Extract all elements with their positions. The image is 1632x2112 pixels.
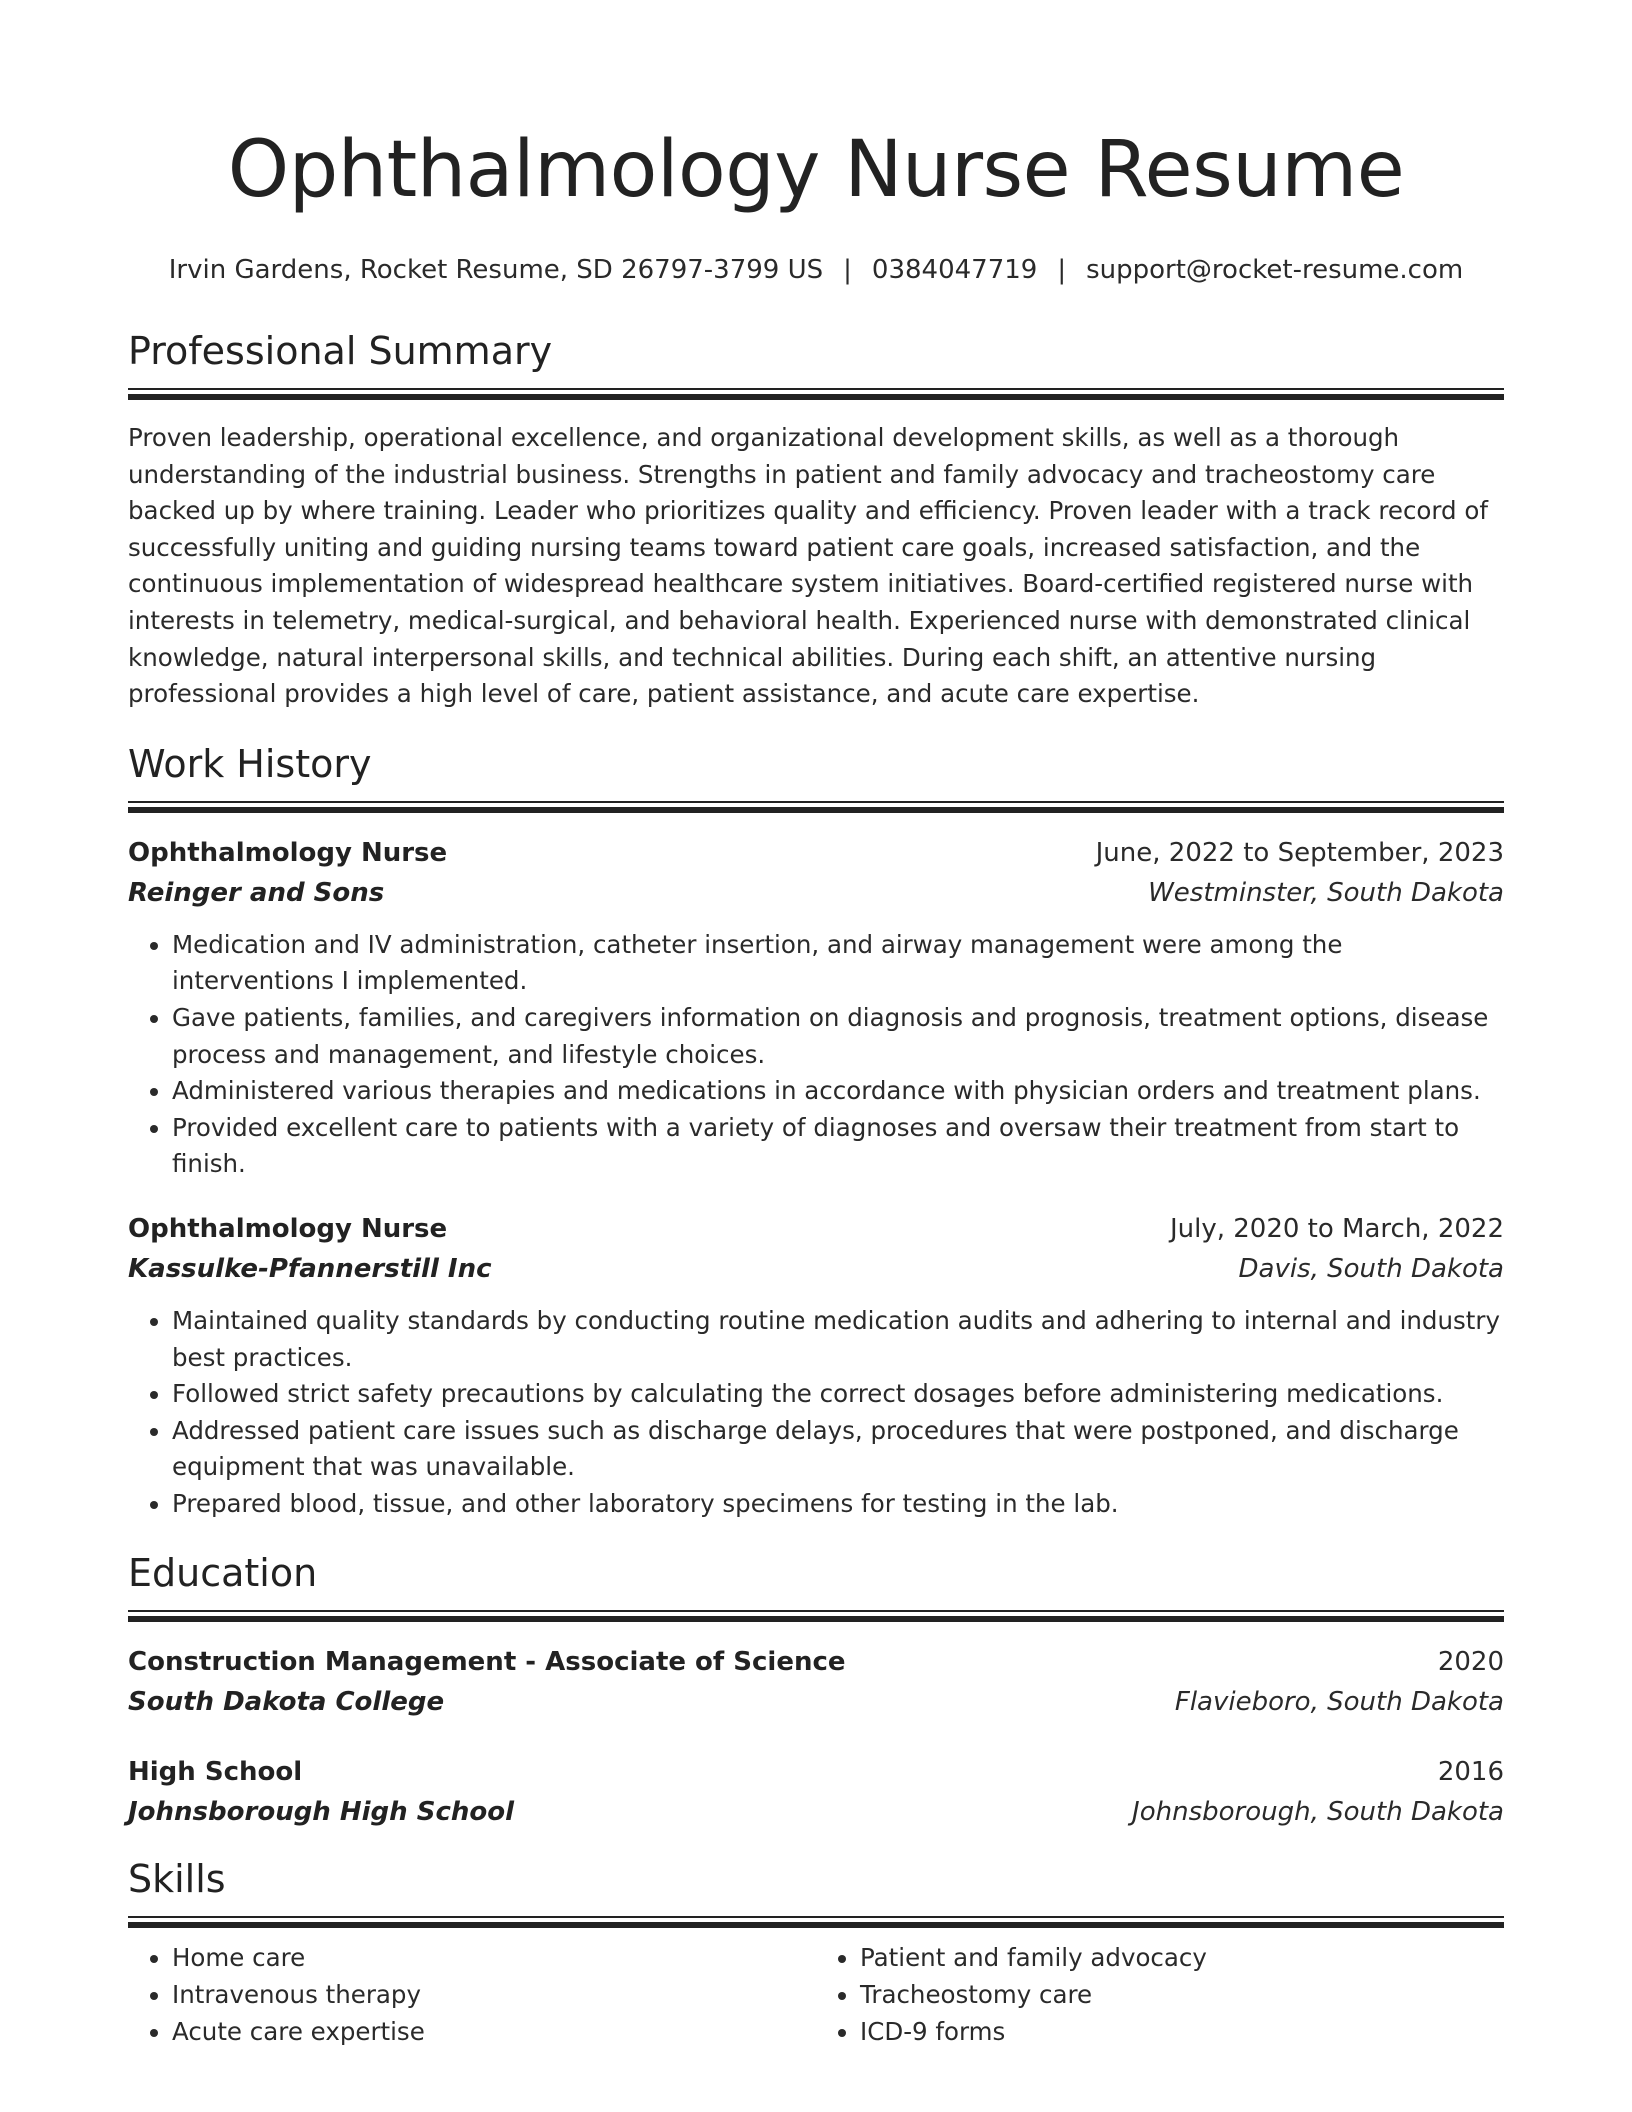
job-header-row [128, 1209, 1504, 1249]
job-header-row [128, 833, 1504, 873]
education-year: 2020 [1437, 1647, 1504, 1678]
job-company: Reinger and Sons [128, 877, 385, 908]
list-item: • Patient and family advocacy [860, 1940, 1504, 1977]
education-degree: Construction Management - Associate of Science [128, 1647, 846, 1678]
education-header-row [128, 1752, 1504, 1792]
list-item: • Followed strict safety precautions by calculating the correct dosages before administering medications. [172, 1376, 1504, 1413]
skills-section [128, 1854, 1504, 2050]
list-item: • Administered various therapies and medications in accordance with physician orders and treatment plans. [172, 1073, 1504, 1110]
job-location: Westminster, South Dakota [1148, 877, 1504, 908]
list-item: • Provided excellent care to patients with a variety of diagnoses and oversaw their treatment from start to finish. [172, 1110, 1504, 1183]
job-title: Ophthalmology Nurse [128, 1213, 448, 1244]
section-heading-summary: Professional Summary [128, 329, 553, 373]
skills-list-left [128, 1940, 816, 2050]
education-location: Johnsborough, South Dakota [1132, 1797, 1504, 1828]
list-item: • Prepared blood, tissue, and other laboratory specimens for testing in the lab. [172, 1486, 1504, 1523]
contact-phone: 0384047719 [871, 255, 1038, 285]
section-divider [128, 1610, 1504, 1622]
education-school-row [128, 1792, 1504, 1832]
section-heading-skills: Skills [128, 1857, 226, 1902]
job-bullets [128, 927, 1504, 1183]
list-item: • Acute care expertise [172, 2014, 816, 2051]
contact-email: support@rocket-resume.com [1086, 255, 1464, 285]
education-header-row [128, 1642, 1504, 1682]
job-company-row [128, 1249, 1504, 1289]
job-dates: July, 2020 to March, 2022 [1169, 1213, 1504, 1244]
list-item: • ICD-9 forms [860, 2014, 1504, 2051]
job-title: Ophthalmology Nurse [128, 837, 448, 868]
education-school-row [128, 1682, 1504, 1722]
section-heading-work: Work History [128, 741, 372, 786]
contact-line [128, 252, 1504, 288]
skills-columns [128, 1940, 1504, 2050]
list-item: • Maintained quality standards by conducting routine medication audits and adhering to internal and industry best practices. [172, 1303, 1504, 1376]
list-item: • Gave patients, families, and caregivers information on diagnosis and prognosis, treatment options, disease process and management, and lifestyle choices. [172, 1000, 1504, 1073]
section-heading-education: Education [128, 1551, 318, 1596]
contact-address: Irvin Gardens, Rocket Resume, SD 26797-3799 US [168, 255, 824, 285]
education-location: Flavieboro, South Dakota [1174, 1687, 1504, 1718]
page-title: Ophthalmology Nurse Resume [227, 125, 1405, 215]
list-item: • Medication and IV administration, catheter insertion, and airway management were among the interventions I implemented. [172, 927, 1504, 1000]
job-company: Kassulke-Pfannerstill Inc [128, 1253, 492, 1284]
job-company-row [128, 873, 1504, 913]
section-divider [128, 801, 1504, 813]
education-year: 2016 [1437, 1757, 1504, 1788]
list-item: • Addressed patient care issues such as discharge delays, procedures that were postponed, and discharge equipment that was unavailable. [172, 1413, 1504, 1486]
list-item: • Home care [172, 1940, 816, 1977]
job-entry [128, 1209, 1504, 1523]
list-item: • Intravenous therapy [172, 1977, 816, 2014]
work-section [128, 739, 1504, 1523]
job-entry [128, 833, 1504, 1183]
summary-text: Proven leadership, operational excellence, and organizational development skills, as well as a thorough understanding of the industrial business. Strengths in patient and family advocacy and tracheostomy care backed up by where training. Leader who prioritizes quality and efficiency. Proven leader with a track record of successfully uniting and guiding nursing teams toward patient care goals, increased satisfaction, and the continuous implementation of widespread healthcare system initiatives. Board-certified registered nurse with interests in telemetry, medical-surgical, and behavioral health. Experienced nurse with demonstrated clinical knowledge, natural interpersonal skills, and technical abilities. During each shift, an attentive nursing professional provides a high level of care, patient assistance, and acute care expertise. [128, 423, 1489, 709]
job-location: Davis, South Dakota [1238, 1253, 1504, 1284]
section-divider [128, 1916, 1504, 1928]
job-dates: June, 2022 to September, 2023 [1095, 837, 1504, 868]
education-entry [128, 1642, 1504, 1722]
section-divider [128, 388, 1504, 400]
summary-section [128, 326, 1504, 713]
list-item: • Tracheostomy care [860, 1977, 1504, 2014]
education-school: Johnsborough High School [128, 1797, 515, 1828]
contact-separator: | [843, 255, 852, 285]
contact-separator: | [1057, 255, 1067, 285]
education-section [128, 1548, 1504, 1832]
education-entry [128, 1752, 1504, 1832]
education-degree: High School [128, 1757, 303, 1788]
education-school: South Dakota College [128, 1687, 445, 1718]
skills-list-right [816, 1940, 1504, 2050]
job-bullets [128, 1303, 1504, 1523]
